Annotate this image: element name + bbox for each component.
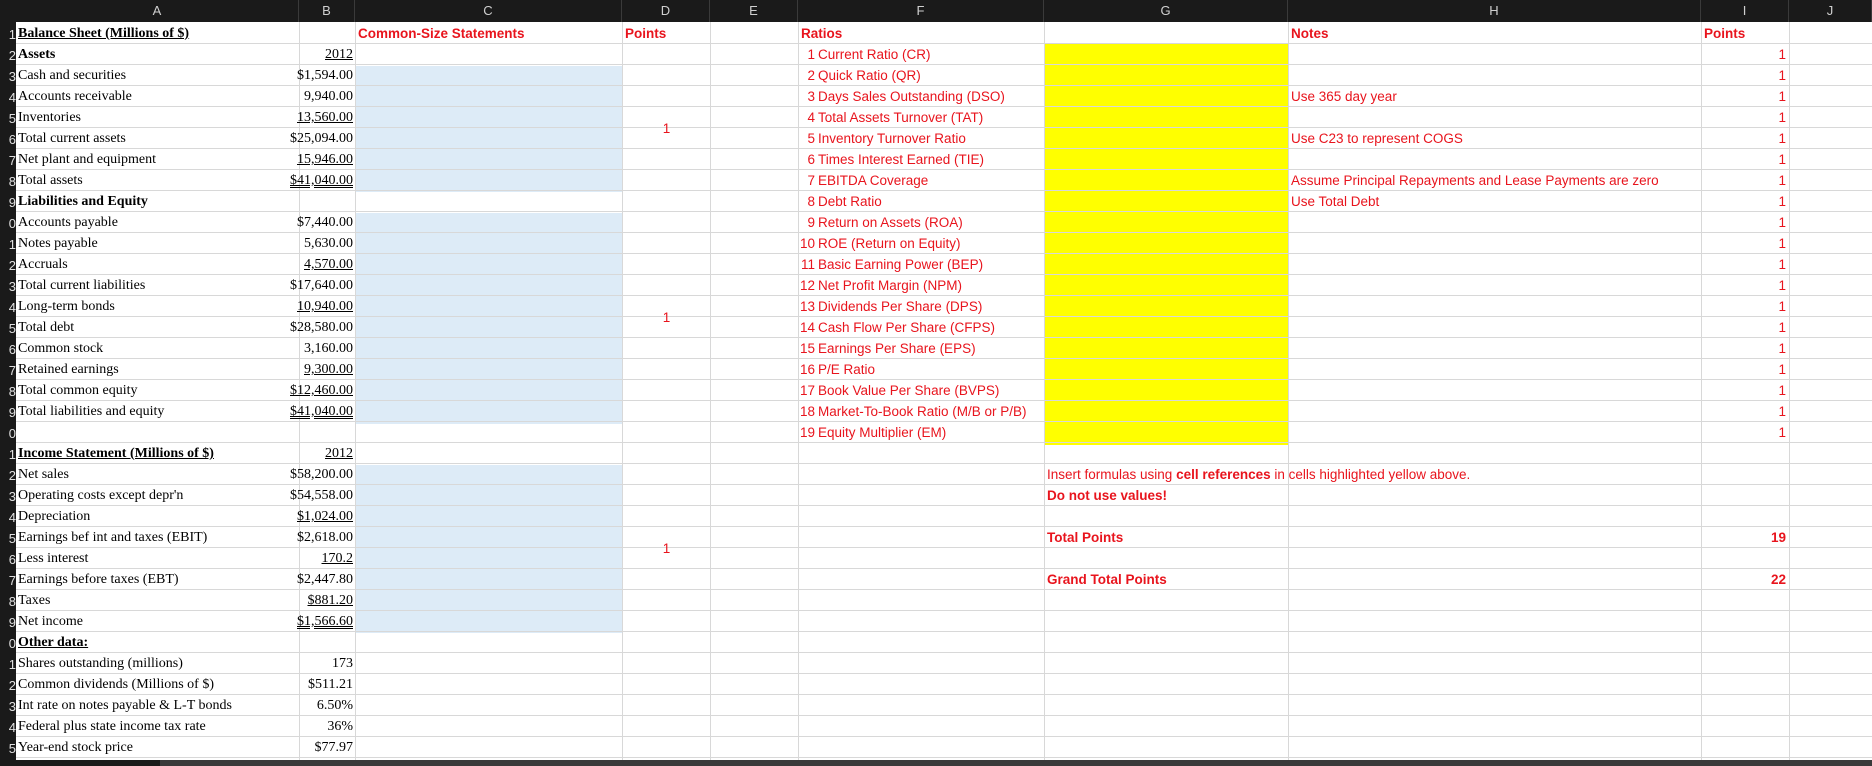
other-item-label[interactable]: Year-end stock price xyxy=(18,740,133,755)
ratio-formula-cells-fill[interactable] xyxy=(1045,44,1288,445)
other-item-value[interactable]: $511.21 xyxy=(308,677,353,692)
instruction-bold: cell references xyxy=(1176,467,1271,482)
income-statement-title[interactable]: Income Statement (Millions of $) xyxy=(18,446,214,461)
liability-item-value[interactable]: $41,040.00 xyxy=(290,404,353,419)
instruction-line-1[interactable] xyxy=(1047,464,1470,485)
income-item-value[interactable]: $58,200.00 xyxy=(290,467,353,482)
balance-year[interactable]: 2012 xyxy=(325,47,353,62)
row-header[interactable]: 2 xyxy=(8,678,16,693)
ratio-label[interactable]: Dividends Per Share (DPS) xyxy=(818,299,983,314)
ratio-label[interactable]: Current Ratio (CR) xyxy=(818,47,931,62)
scrollbar-thumb[interactable] xyxy=(160,760,1872,766)
ratio-label[interactable]: P/E Ratio xyxy=(818,362,876,377)
common-size-income-fill[interactable] xyxy=(356,465,622,633)
row-header[interactable]: 1 xyxy=(8,447,16,462)
note-dso[interactable]: Use 365 day year xyxy=(1291,89,1397,104)
ratio-number[interactable]: 16 xyxy=(799,362,815,377)
ratio-number[interactable]: 5 xyxy=(807,131,815,146)
ratio-number[interactable]: 19 xyxy=(799,425,815,440)
assets-label[interactable]: Assets xyxy=(18,47,56,62)
liability-item-label[interactable]: Total current liabilities xyxy=(18,278,146,293)
row-header[interactable]: 1 xyxy=(8,237,16,252)
row-header[interactable]: 5 xyxy=(8,531,16,546)
grand-total-value[interactable]: 22 xyxy=(1770,572,1786,587)
liability-item-label[interactable]: Total liabilities and equity xyxy=(18,404,165,419)
ratio-point-value[interactable]: 1 xyxy=(1778,89,1786,104)
income-item-label[interactable]: Taxes xyxy=(18,593,51,608)
column-header-i[interactable]: I xyxy=(1701,0,1789,22)
ratio-label[interactable]: Return on Assets (ROA) xyxy=(818,215,963,230)
instruction-line-2[interactable]: Do not use values! xyxy=(1047,488,1168,503)
ratio-label[interactable]: Market-To-Book Ratio (M/B or P/B) xyxy=(818,404,1027,419)
ratio-label[interactable]: Cash Flow Per Share (CFPS) xyxy=(818,320,996,335)
row-header[interactable]: 6 xyxy=(8,342,16,357)
select-all-corner[interactable] xyxy=(0,0,16,22)
liability-item-label[interactable]: Total common equity xyxy=(18,383,138,398)
liability-item-label[interactable]: Long-term bonds xyxy=(18,299,115,314)
row-header[interactable]: 2 xyxy=(8,48,16,63)
other-item-label[interactable]: Federal plus state income tax rate xyxy=(18,719,206,734)
row-header[interactable]: 4 xyxy=(8,510,16,525)
gridline xyxy=(710,22,711,766)
balance-item-value[interactable]: 9,940.00 xyxy=(304,89,353,104)
ratio-label[interactable]: Earnings Per Share (EPS) xyxy=(818,341,976,356)
ratio-label[interactable]: Book Value Per Share (BVPS) xyxy=(818,383,1000,398)
row-header[interactable]: 7 xyxy=(8,363,16,378)
income-item-value[interactable]: $1,024.00 xyxy=(297,509,353,524)
ratio-point-value[interactable]: 1 xyxy=(1778,215,1786,230)
liability-item-value[interactable]: 4,570.00 xyxy=(304,257,353,272)
balance-item-label[interactable]: Inventories xyxy=(18,110,81,125)
row-header[interactable]: 6 xyxy=(8,552,16,567)
ratio-number[interactable]: 18 xyxy=(799,404,815,419)
row-header[interactable]: 5 xyxy=(8,111,16,126)
income-item-value[interactable]: $881.20 xyxy=(307,593,353,608)
gridline xyxy=(355,22,356,766)
row-header[interactable]: 3 xyxy=(8,279,16,294)
balance-item-label[interactable]: Net plant and equipment xyxy=(18,152,157,167)
ratio-number[interactable]: 8 xyxy=(807,194,815,209)
other-item-value[interactable]: 36% xyxy=(327,719,353,734)
row-header[interactable]: 4 xyxy=(8,90,16,105)
total-points-value[interactable]: 19 xyxy=(1770,530,1786,545)
ratio-point-value[interactable]: 1 xyxy=(1778,341,1786,356)
ratio-label[interactable]: EBITDA Coverage xyxy=(818,173,929,188)
ratio-number[interactable]: 2 xyxy=(807,68,815,83)
balance-sheet-title[interactable]: Balance Sheet (Millions of $) xyxy=(18,26,190,41)
balance-item-label[interactable]: Total current assets xyxy=(18,131,126,146)
points-header[interactable]: Points xyxy=(625,26,667,41)
liability-item-label[interactable]: Accounts payable xyxy=(18,215,118,230)
ratio-number[interactable]: 9 xyxy=(807,215,815,230)
other-item-label[interactable]: Shares outstanding (millions) xyxy=(18,656,183,671)
points-value[interactable]: 1 xyxy=(662,541,671,556)
ratio-number[interactable]: 13 xyxy=(799,299,815,314)
liability-item-label[interactable]: Total debt xyxy=(18,320,75,335)
ratio-number[interactable]: 10 xyxy=(799,236,815,251)
liability-item-label[interactable]: Accruals xyxy=(18,257,68,272)
column-header-g[interactable]: G xyxy=(1044,0,1288,22)
ratio-point-value[interactable]: 1 xyxy=(1778,278,1786,293)
ratio-points-header[interactable]: Points xyxy=(1704,26,1746,41)
row-header[interactable]: 9 xyxy=(8,405,16,420)
gridline xyxy=(1789,22,1790,766)
ratio-point-value[interactable]: 1 xyxy=(1778,425,1786,440)
row-header[interactable]: 3 xyxy=(8,69,16,84)
row-header[interactable]: 4 xyxy=(8,300,16,315)
column-header-h[interactable]: H xyxy=(1288,0,1701,22)
balance-item-value[interactable]: $41,040.00 xyxy=(290,173,353,188)
ratio-number[interactable]: 6 xyxy=(807,152,815,167)
ratio-number[interactable]: 17 xyxy=(799,383,815,398)
ratio-point-value[interactable]: 1 xyxy=(1778,173,1786,188)
ratio-label[interactable]: Total Assets Turnover (TAT) xyxy=(818,110,984,125)
column-header-e[interactable]: E xyxy=(710,0,798,22)
note-debt[interactable]: Use Total Debt xyxy=(1291,194,1380,209)
gridline xyxy=(1288,22,1289,766)
row-header[interactable]: 0 xyxy=(8,636,16,651)
income-item-value[interactable]: 170.2 xyxy=(321,551,353,566)
income-item-label[interactable]: Operating costs except depr'n xyxy=(18,488,184,503)
instruction-post: in cells highlighted yellow above. xyxy=(1270,467,1471,482)
row-header[interactable]: 8 xyxy=(8,174,16,189)
column-header-b[interactable]: B xyxy=(299,0,355,22)
other-item-value[interactable]: 173 xyxy=(332,656,353,671)
column-header-d[interactable]: D xyxy=(622,0,710,22)
ratio-point-value[interactable]: 1 xyxy=(1778,47,1786,62)
balance-item-label[interactable]: Cash and securities xyxy=(18,68,127,83)
liability-item-value[interactable]: $28,580.00 xyxy=(290,320,353,335)
ratio-label[interactable]: Debt Ratio xyxy=(818,194,882,209)
column-header-a[interactable]: A xyxy=(16,0,299,22)
row-header[interactable]: 6 xyxy=(8,132,16,147)
ratio-number[interactable]: 7 xyxy=(807,173,815,188)
balance-item-label[interactable]: Accounts receivable xyxy=(18,89,132,104)
liability-item-label[interactable]: Common stock xyxy=(18,341,104,356)
row-header[interactable]: 9 xyxy=(8,195,16,210)
notes-header[interactable]: Notes xyxy=(1291,26,1329,41)
income-item-label[interactable]: Depreciation xyxy=(18,509,91,524)
liability-item-label[interactable]: Notes payable xyxy=(18,236,98,251)
gridline xyxy=(16,43,1872,44)
liability-item-value[interactable]: 10,940.00 xyxy=(297,299,353,314)
liability-item-value[interactable]: 9,300.00 xyxy=(304,362,353,377)
ratio-point-value[interactable]: 1 xyxy=(1778,404,1786,419)
liability-item-value[interactable]: $7,440.00 xyxy=(297,215,353,230)
balance-item-value[interactable]: 15,946.00 xyxy=(297,152,353,167)
column-header-f[interactable]: F xyxy=(798,0,1044,22)
liability-item-value[interactable]: 5,630.00 xyxy=(304,236,353,251)
ratios-header[interactable]: Ratios xyxy=(801,26,843,41)
ratio-point-value[interactable]: 1 xyxy=(1778,110,1786,125)
row-header[interactable]: 2 xyxy=(8,468,16,483)
balance-item-label[interactable]: Total assets xyxy=(18,173,83,188)
ratio-number[interactable]: 3 xyxy=(807,89,815,104)
income-item-label[interactable]: Net sales xyxy=(18,467,69,482)
liabilities-label[interactable]: Liabilities and Equity xyxy=(18,194,148,209)
liability-item-value[interactable]: 3,160.00 xyxy=(304,341,353,356)
income-item-value[interactable]: $2,447.80 xyxy=(297,572,353,587)
income-item-value[interactable]: $54,558.00 xyxy=(290,488,353,503)
row-header[interactable]: 3 xyxy=(8,699,16,714)
ratio-point-value[interactable]: 1 xyxy=(1778,131,1786,146)
row-header[interactable]: 0 xyxy=(8,216,16,231)
ratio-label[interactable]: Net Profit Margin (NPM) xyxy=(818,278,963,293)
income-year[interactable]: 2012 xyxy=(325,446,353,461)
instruction-pre: Insert formulas using xyxy=(1047,467,1177,482)
ratio-label[interactable]: Inventory Turnover Ratio xyxy=(818,131,966,146)
income-item-label[interactable]: Earnings before taxes (EBT) xyxy=(18,572,179,587)
horizontal-scrollbar[interactable] xyxy=(0,760,1872,766)
balance-item-value[interactable]: 13,560.00 xyxy=(297,110,353,125)
column-header-bar xyxy=(0,0,1872,22)
common-size-header[interactable]: Common-Size Statements xyxy=(358,26,525,41)
ratio-point-value[interactable]: 1 xyxy=(1778,194,1786,209)
liability-item-value[interactable]: $12,460.00 xyxy=(290,383,353,398)
ratio-number[interactable]: 12 xyxy=(799,278,815,293)
ratio-label[interactable]: Days Sales Outstanding (DSO) xyxy=(818,89,1005,104)
row-header[interactable]: 9 xyxy=(8,615,16,630)
ratio-point-value[interactable]: 1 xyxy=(1778,299,1786,314)
ratio-point-value[interactable]: 1 xyxy=(1778,68,1786,83)
ratio-number[interactable]: 14 xyxy=(799,320,815,335)
ratio-point-value[interactable]: 1 xyxy=(1778,320,1786,335)
ratio-number[interactable]: 1 xyxy=(807,47,815,62)
row-header[interactable]: 0 xyxy=(8,426,16,441)
row-header[interactable]: 5 xyxy=(8,321,16,336)
income-item-label[interactable]: Earnings bef int and taxes (EBIT) xyxy=(18,530,208,545)
ratio-point-value[interactable]: 1 xyxy=(1778,257,1786,272)
row-header[interactable]: 7 xyxy=(8,153,16,168)
balance-item-value[interactable]: $25,094.00 xyxy=(290,131,353,146)
ratio-point-value[interactable]: 1 xyxy=(1778,236,1786,251)
liability-item-value[interactable]: $17,640.00 xyxy=(290,278,353,293)
row-header[interactable]: 1 xyxy=(8,657,16,672)
income-item-label[interactable]: Less interest xyxy=(18,551,89,566)
other-item-label[interactable]: Common dividends (Millions of $) xyxy=(18,677,214,692)
points-value[interactable]: 1 xyxy=(662,121,671,136)
row-header[interactable]: 3 xyxy=(8,489,16,504)
other-data-title[interactable]: Other data: xyxy=(18,635,89,650)
total-points-label[interactable]: Total Points xyxy=(1047,530,1124,545)
row-header[interactable]: 1 xyxy=(8,27,16,42)
ratio-number[interactable]: 11 xyxy=(800,257,815,272)
ratio-point-value[interactable]: 1 xyxy=(1778,152,1786,167)
row-header-bar xyxy=(0,22,16,766)
note-ebitda[interactable]: Assume Principal Repayments and Lease Payments are zero xyxy=(1291,173,1659,188)
ratio-label[interactable]: Quick Ratio (QR) xyxy=(818,68,921,83)
note-inventory[interactable]: Use C23 to represent COGS xyxy=(1291,131,1463,146)
ratio-label[interactable]: Equity Multiplier (EM) xyxy=(818,425,947,440)
ratio-label[interactable]: Basic Earning Power (BEP) xyxy=(818,257,984,272)
other-item-value[interactable]: 6.50% xyxy=(316,698,353,713)
gridline xyxy=(1044,22,1045,766)
grand-total-label[interactable]: Grand Total Points xyxy=(1047,572,1167,587)
other-item-value[interactable]: $77.97 xyxy=(314,740,353,755)
income-item-label[interactable]: Net income xyxy=(18,614,83,629)
ratio-number[interactable]: 15 xyxy=(799,341,815,356)
ratio-point-value[interactable]: 1 xyxy=(1778,362,1786,377)
row-header[interactable]: 4 xyxy=(8,720,16,735)
common-size-balance-liabilities-fill[interactable] xyxy=(356,213,622,424)
other-item-label[interactable]: Int rate on notes payable & L-T bonds xyxy=(18,698,232,713)
ratio-label[interactable]: ROE (Return on Equity) xyxy=(818,236,961,251)
row-header[interactable]: 5 xyxy=(8,741,16,756)
income-item-value[interactable]: $1,566.60 xyxy=(297,614,353,629)
row-header[interactable]: 8 xyxy=(8,594,16,609)
income-item-value[interactable]: $2,618.00 xyxy=(297,530,353,545)
balance-item-value[interactable]: $1,594.00 xyxy=(297,68,353,83)
worksheet-grid[interactable] xyxy=(16,22,1872,766)
ratio-number[interactable]: 4 xyxy=(807,110,815,125)
row-header[interactable]: 7 xyxy=(8,573,16,588)
ratio-label[interactable]: Times Interest Earned (TIE) xyxy=(818,152,985,167)
ratio-point-value[interactable]: 1 xyxy=(1778,383,1786,398)
row-header[interactable]: 2 xyxy=(8,258,16,273)
liability-item-label[interactable]: Retained earnings xyxy=(18,362,119,377)
column-header-c[interactable]: C xyxy=(355,0,622,22)
points-value[interactable]: 1 xyxy=(662,310,671,325)
column-header-j[interactable]: J xyxy=(1789,0,1872,22)
row-header[interactable]: 8 xyxy=(8,384,16,399)
